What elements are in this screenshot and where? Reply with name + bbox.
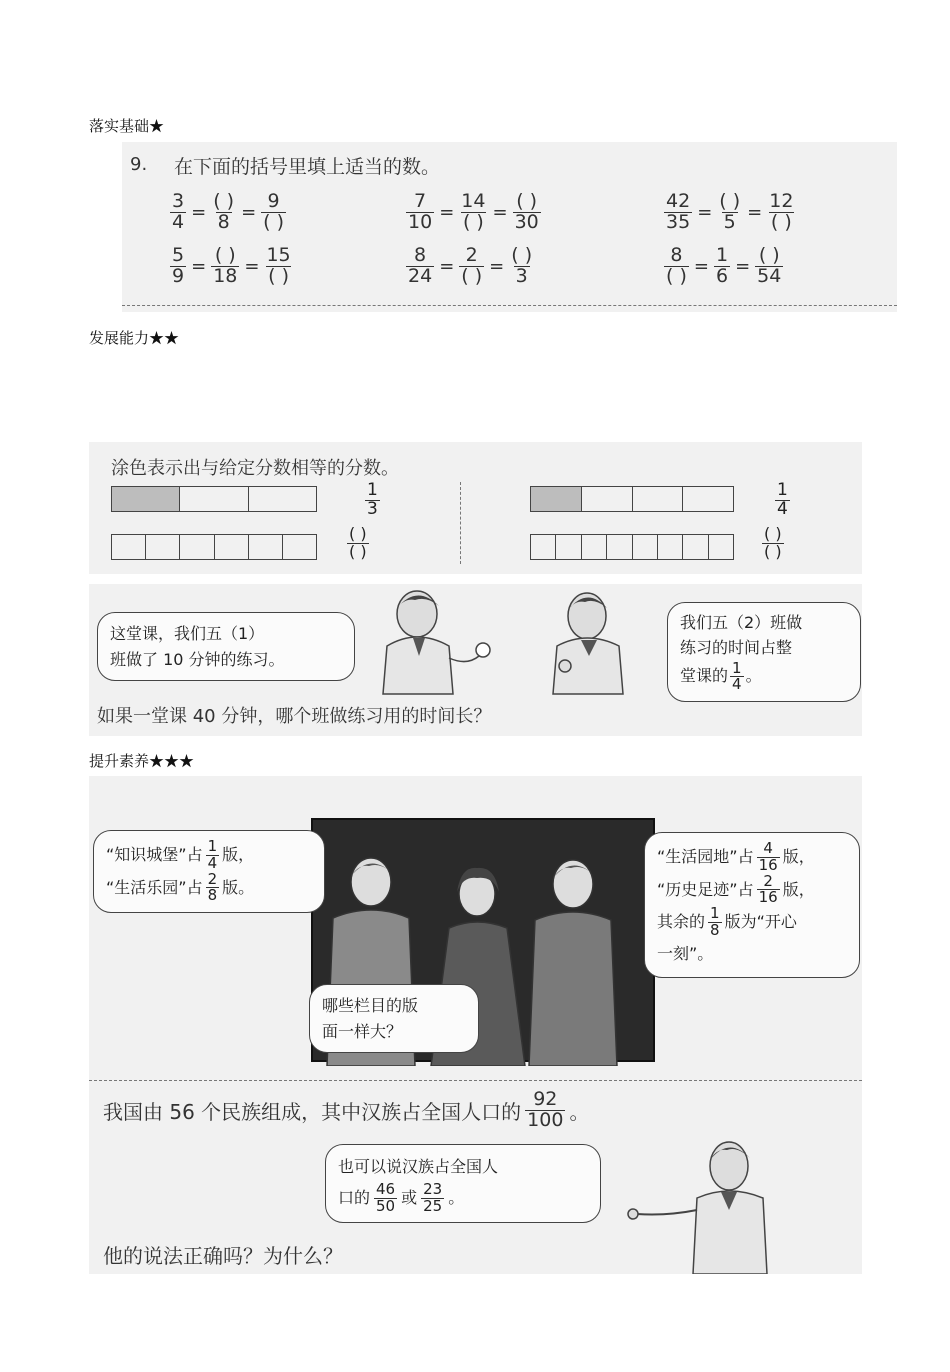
- fraction: [757, 871, 780, 907]
- numerator: 1: [207, 837, 218, 855]
- bubble-text: 或: [401, 1187, 418, 1207]
- equals-sign: =: [489, 255, 505, 277]
- fraction: [421, 1179, 444, 1215]
- fraction: [170, 192, 186, 233]
- bubble-text: 版，: [782, 847, 815, 867]
- equals-sign: =: [735, 255, 751, 277]
- denominator-blank[interactable]: ( ): [462, 210, 484, 233]
- fraction: [206, 869, 220, 905]
- denominator: 6: [715, 264, 729, 287]
- class-time-question: 如果一堂课 40 分钟，哪个班做练习用的时间长？: [97, 706, 492, 727]
- strip-cell: [215, 535, 249, 559]
- fraction: [767, 192, 795, 233]
- section-heading-improve: 提升素养★★★: [89, 752, 195, 770]
- strip-cell: [249, 487, 316, 511]
- strip-cell: [683, 487, 733, 511]
- fraction: [264, 246, 292, 287]
- fraction: [509, 246, 534, 287]
- ethnic-statement-line: [103, 1090, 589, 1131]
- boy-counting-illustration: [537, 586, 657, 696]
- strip-quarters: [530, 486, 734, 512]
- strip-cell: [112, 487, 180, 511]
- bubble-text: 其余的: [657, 912, 706, 932]
- equals-sign: =: [492, 201, 508, 223]
- equals-sign: =: [244, 255, 260, 277]
- equals-sign: =: [241, 201, 257, 223]
- denominator: 100: [527, 1108, 564, 1131]
- denominator: 54: [757, 264, 782, 287]
- bubble-line: 也可以说汉族占全国人: [338, 1157, 499, 1176]
- equation: [406, 192, 541, 233]
- strip-cell: [249, 535, 283, 559]
- equation: [406, 246, 534, 287]
- divider: [89, 1080, 862, 1081]
- vertical-divider: [460, 482, 461, 564]
- bubble-line: [338, 1179, 588, 1215]
- strip-cell: [531, 535, 556, 559]
- strip-cell: [112, 535, 146, 559]
- bubble-line: 一刻”。: [657, 943, 714, 963]
- bubble-text: 口的: [338, 1187, 371, 1207]
- bubble-text: “生活园地”占: [657, 847, 754, 867]
- strip-thirds: [111, 486, 317, 512]
- denominator-blank[interactable]: ( ): [263, 210, 285, 233]
- ethnic-panel: [89, 1078, 862, 1274]
- class-time-panel: [89, 584, 862, 736]
- bubble-text: 版。: [222, 877, 255, 897]
- denominator: 4: [207, 853, 218, 872]
- given-fraction-right: [775, 482, 790, 519]
- bubble-text: 版为“开心: [724, 912, 797, 932]
- denominator-blank[interactable]: ( ): [764, 541, 782, 561]
- answer-fraction-left[interactable]: [347, 526, 369, 561]
- equals-sign: =: [439, 201, 455, 223]
- numerator: 8: [670, 244, 683, 266]
- bubble-line: 哪些栏目的版: [322, 996, 419, 1015]
- shading-panel: [89, 442, 862, 574]
- numerator: 7: [414, 190, 427, 212]
- bubble-text: “知识城堡”占: [106, 845, 203, 865]
- equals-sign: =: [191, 201, 207, 223]
- bubble-line: 我们五（2）班做: [680, 613, 803, 632]
- denominator-blank[interactable]: ( ): [349, 541, 367, 561]
- denominator-blank[interactable]: ( ): [461, 264, 483, 287]
- denominator: 8: [217, 210, 230, 233]
- denominator: 18: [213, 264, 238, 287]
- denominator: 5: [723, 210, 736, 233]
- fraction: [211, 192, 236, 233]
- equation: [170, 246, 293, 287]
- speech-bubble-right: [644, 832, 860, 978]
- numerator: 8: [414, 244, 427, 266]
- denominator: 16: [758, 855, 778, 874]
- denominator: 10: [408, 210, 433, 233]
- bubble-text: 版，: [222, 845, 255, 865]
- fraction: [261, 192, 286, 233]
- bubble-line: 这堂课，我们五（1）: [110, 624, 265, 643]
- fraction: [406, 192, 434, 233]
- numerator: 9: [267, 190, 280, 212]
- equals-sign: =: [697, 201, 713, 223]
- numerator: 12: [769, 190, 794, 212]
- strip-cell: [180, 487, 248, 511]
- denominator: 16: [758, 888, 778, 907]
- numerator-blank[interactable]: ( ): [719, 190, 741, 212]
- given-fraction-left: [365, 482, 380, 519]
- equation: [664, 246, 783, 287]
- fraction: [206, 839, 220, 872]
- numerator: 1: [715, 244, 729, 266]
- denominator: 3: [515, 264, 528, 287]
- numerator: 3: [172, 190, 185, 212]
- numerator-blank[interactable]: ( ): [758, 244, 780, 266]
- denominator: 4: [732, 675, 742, 694]
- fraction: [406, 246, 434, 287]
- strip-cell: [582, 487, 633, 511]
- denominator: 50: [376, 1196, 396, 1215]
- numerator: 23: [423, 1179, 443, 1198]
- ethnic-statement-end: 。: [569, 1099, 590, 1124]
- fraction: [664, 192, 692, 233]
- fraction: [714, 246, 730, 287]
- speech-bubble-middle: [309, 984, 479, 1053]
- numerator: 15: [266, 244, 291, 266]
- numerator: 2: [763, 871, 773, 890]
- bubble-line: [106, 869, 312, 905]
- fraction: [459, 246, 484, 287]
- bubble-line: [657, 906, 847, 939]
- fraction: [708, 906, 722, 939]
- numerator: 1: [367, 480, 378, 500]
- numerator: 42: [666, 190, 691, 212]
- strip-cell: [633, 487, 684, 511]
- bubble-line: [657, 871, 847, 907]
- numerator-blank[interactable]: ( ): [349, 524, 367, 543]
- equals-sign: =: [439, 255, 455, 277]
- equals-sign: =: [191, 255, 207, 277]
- denominator: 3: [367, 498, 378, 519]
- speech-bubble-left: [93, 830, 325, 913]
- bubble-line: [657, 841, 847, 874]
- strip-cell: [146, 535, 180, 559]
- bubble-text: 堂课的: [680, 666, 729, 686]
- numerator-blank[interactable]: ( ): [511, 244, 533, 266]
- strip-cell: [709, 535, 733, 559]
- speech-bubble-class-2: [667, 602, 861, 702]
- denominator: 24: [408, 264, 433, 287]
- bubble-line: 班做了 10 分钟的练习。: [110, 649, 285, 669]
- strip-cell: [658, 535, 683, 559]
- numerator: 5: [172, 244, 185, 266]
- numerator: 1: [777, 480, 788, 500]
- answer-fraction-right[interactable]: [762, 526, 784, 561]
- question-number: 9.: [130, 154, 148, 175]
- bubble-text: 版，: [782, 879, 815, 899]
- numerator: 1: [710, 904, 720, 922]
- numerator-blank[interactable]: ( ): [764, 524, 782, 543]
- bubble-text: “生活乐园”占: [106, 877, 203, 897]
- equation: [664, 192, 795, 233]
- denominator-blank[interactable]: ( ): [268, 264, 289, 287]
- denominator: 8: [207, 886, 218, 905]
- fraction: [664, 246, 689, 287]
- divider: [122, 305, 897, 306]
- question-9-panel: [122, 142, 897, 312]
- strip-cell: [180, 535, 214, 559]
- bubble-line: [680, 658, 848, 694]
- denominator: 9: [172, 264, 185, 287]
- fraction: [757, 841, 780, 874]
- denominator-blank[interactable]: ( ): [770, 210, 792, 233]
- fraction: [211, 246, 239, 287]
- strip-cell: [582, 535, 607, 559]
- fraction: [374, 1179, 397, 1215]
- equals-sign: =: [747, 201, 763, 223]
- denominator: 4: [172, 210, 185, 233]
- ethnic-statement: 我国由 56 个民族组成，其中汉族占全国人口的: [103, 1099, 522, 1124]
- bubble-line: 练习的时间占整: [680, 637, 793, 657]
- numerator-blank[interactable]: ( ): [214, 244, 236, 266]
- denominator-blank[interactable]: ( ): [666, 264, 687, 287]
- fraction: [170, 246, 186, 287]
- denominator: 30: [514, 210, 539, 233]
- fraction: [513, 192, 541, 233]
- fraction: [717, 192, 742, 233]
- numerator: 92: [533, 1088, 558, 1110]
- denominator: 4: [777, 498, 788, 519]
- numerator: 14: [461, 190, 486, 212]
- question-instruction: 在下面的括号里填上适当的数。: [174, 156, 441, 178]
- board-panel: [89, 776, 862, 1078]
- bubble-text: 。: [745, 666, 762, 686]
- equals-sign: =: [693, 255, 709, 277]
- shading-instruction: 涂色表示出与给定分数相等的分数。: [111, 458, 399, 479]
- numerator: 1: [732, 658, 742, 677]
- speech-bubble-class-1: [97, 612, 355, 681]
- strip-cell: [683, 535, 708, 559]
- numerator: 46: [376, 1179, 396, 1198]
- fraction: [525, 1090, 565, 1131]
- strip-cell: [633, 535, 658, 559]
- section-heading-basic: 落实基础★: [89, 117, 165, 135]
- numerator: 2: [465, 244, 478, 266]
- fraction: [459, 192, 487, 233]
- bubble-line: 面一样大？: [322, 1021, 403, 1041]
- strip-cell: [283, 535, 316, 559]
- bubble-line: [106, 839, 312, 872]
- numerator: 2: [207, 869, 218, 888]
- fraction: [730, 658, 744, 694]
- denominator: 35: [666, 210, 691, 233]
- strip-cell: [607, 535, 632, 559]
- bubble-text: “历史足迹”占: [657, 879, 754, 899]
- strip-sixths: [111, 534, 317, 560]
- speech-bubble-ethnic: [325, 1144, 601, 1223]
- denominator: 8: [710, 920, 720, 939]
- equation: [170, 192, 286, 233]
- strip-cell: [556, 535, 581, 559]
- section-heading-develop: 发展能力★★: [89, 329, 180, 347]
- numerator-blank[interactable]: ( ): [516, 190, 538, 212]
- bubble-text: 。: [448, 1187, 465, 1207]
- ethnic-question: 他的说法正确吗？为什么？: [103, 1244, 343, 1268]
- strip-cell: [531, 487, 582, 511]
- denominator: 25: [423, 1196, 443, 1215]
- numerator-blank[interactable]: ( ): [213, 190, 235, 212]
- fraction: [755, 246, 783, 287]
- boy-with-watch-illustration: [357, 586, 507, 696]
- numerator: 4: [763, 839, 773, 857]
- strip-eighths: [530, 534, 734, 560]
- boy-pointing-illustration: [617, 1136, 777, 1274]
